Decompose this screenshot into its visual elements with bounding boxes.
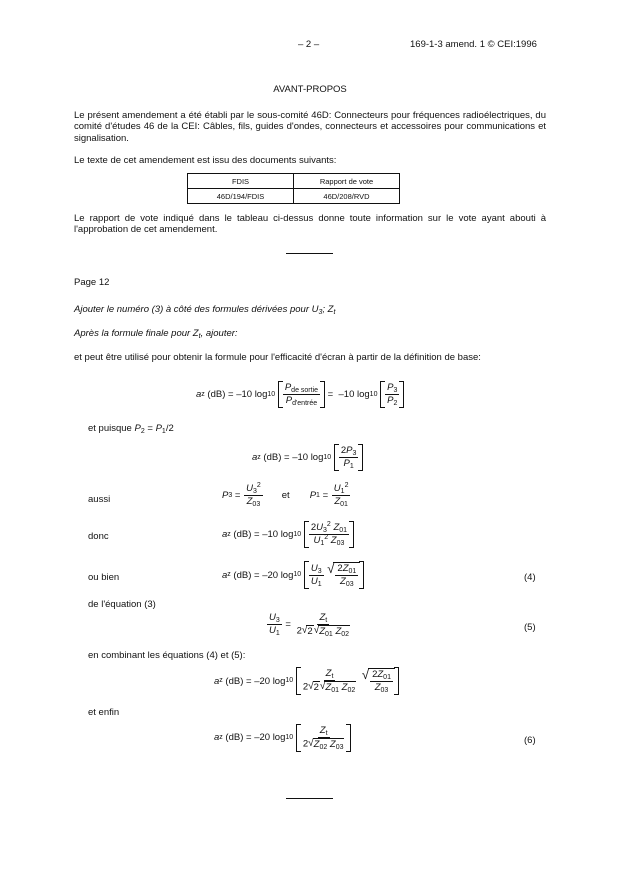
body-paragraph: et peut être utilisé pour obtenir la formule pour l'efficacité d'écran à partir de la définition de base:: [74, 352, 481, 363]
label-since: et puisque $P_2 = P_1/2$: [88, 423, 174, 435]
equation-definition: a z (dB) = –10 log 10 $\frac{P_{de sortie}}{P_{d'entrée}}$ = –10 log 10 $\frac{P_3}{P_2}$: [196, 381, 404, 408]
equation-number-6: (6): [524, 735, 536, 746]
table-cell: 46D/208/RVD: [294, 189, 400, 204]
table-header-cell: FDIS: [188, 174, 294, 189]
instruction-1: Ajouter le numéro (3) à côté des formules dérivées pour $U_3$; $Z_t$: [74, 304, 336, 316]
equation-6: a z (dB) = –20 log 10 $Z_t$ 2 √ $Z_{02}$ $Z_{03}$: [214, 724, 351, 752]
table-cell: 46D/194/FDIS: [188, 189, 294, 204]
equation-combined: a z (dB) = –20 log 10 $Z_t$ 2 √ 2 √ $Z_{01}$ $Z_{02}$ √ $\frac{2Z_{01}}{Z_{03}}$: [214, 667, 399, 695]
equation-number-4: (4): [524, 572, 536, 583]
label-from-equation-3: de l'équation (3): [88, 599, 156, 610]
label-and: et: [281, 490, 290, 501]
label-also: aussi: [88, 494, 111, 505]
equation-number-5: (5): [524, 622, 536, 633]
equation-5: $\frac{U_3}{U_1}$ = $Z_t$ 2 √ 2 √ $Z_{01}$ $Z_{02}$: [269, 612, 350, 638]
documents-table: [187, 173, 400, 204]
page-reference: Page 12: [74, 277, 110, 288]
foreword-paragraph-1: Le présent amendement a été établi par le sous-comité 46D: Connecteurs pour fréquences radioélectriques, du comité d'études 46 de la CEI: Câbles, fils, guides d'ondes, connecteurs et accessoires pour communications et signalisation.: [74, 110, 546, 144]
equation-powers: P 3 = $\frac{U_3^2}{Z_{03}}$ et P 1 = $\frac{U_1^2}{Z_{01}}$: [222, 482, 349, 508]
label-finally: et enfin: [88, 707, 120, 718]
document-reference: 169-1-3 amend. 1 © CEI:1996: [410, 39, 537, 50]
equation-2p3: a z (dB) = –10 log 10 $\frac{2P_3}{P_1}$: [252, 444, 363, 471]
equation-4: a z (dB) = –20 log 10 $\frac{U_3}{U_1}$ √ $\frac{2Z_{01}}{Z_{03}}$: [222, 561, 364, 589]
table-row: [188, 189, 400, 204]
label-therefore: donc: [88, 531, 109, 542]
end-separator-line: [286, 798, 333, 799]
foreword-paragraph-3: Le rapport de vote indiqué dans le tableau ci-dessus donne toute information sur le vote ayant abouti à l'approbation de cet amendement.: [74, 213, 546, 236]
separator-line: [286, 253, 333, 254]
foreword-paragraph-2: Le texte de cet amendement est issu des documents suivants:: [74, 155, 337, 166]
equation-voltages: a z (dB) = –10 log 10 $\frac{2U_3^2 Z_{01}}{U_1^2 Z_{03}}$: [222, 521, 354, 548]
label-combining: en combinant les équations (4) et (5):: [88, 650, 246, 661]
table-header-cell: Rapport de vote: [294, 174, 400, 189]
label-or: ou bien: [88, 572, 120, 583]
page-number: – 2 –: [298, 39, 320, 50]
instruction-2: Après la formule finale pour $Z_t$, ajouter:: [74, 328, 238, 340]
foreword-title: AVANT-PROPOS: [273, 84, 347, 95]
table-header-row: [188, 174, 400, 189]
